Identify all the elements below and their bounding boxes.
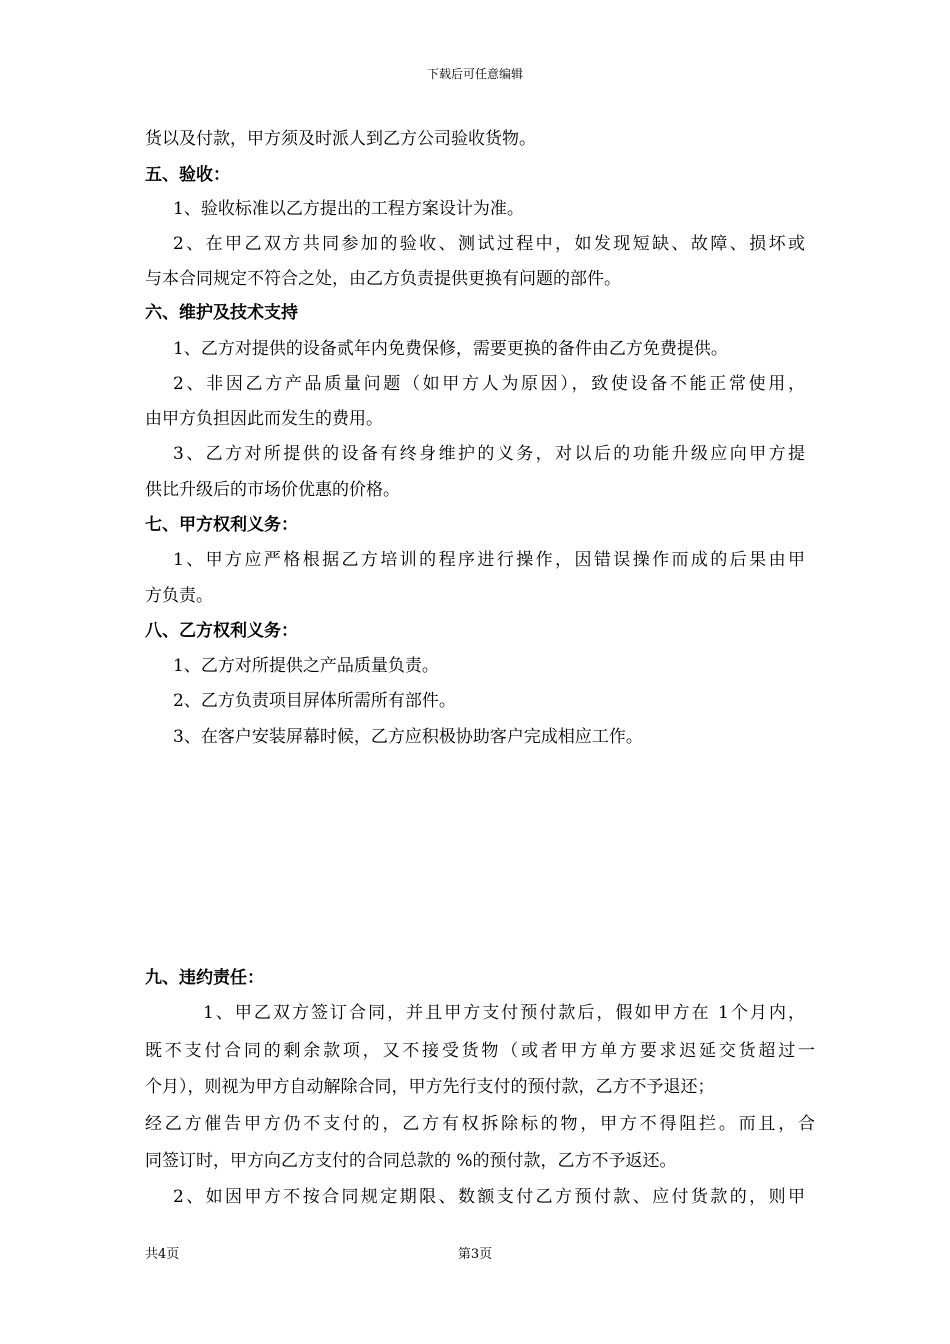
body-line: 1、甲方应严格根据乙方培训的程序进行操作，因错误操作而成的后果由甲 <box>173 550 805 570</box>
body-line: 经乙方催告甲方仍不支付的，乙方有权拆除标的物，甲方不得阻拦。而且，合 <box>145 1114 815 1134</box>
body-line: 既不支付合同的剩余款项，又不接受货物（或者甲方单方要求迟延交货超过一 <box>145 1041 815 1061</box>
body-line: 1、验收标准以乙方提出的工程方案设计为准。 <box>173 199 524 219</box>
section-heading-party-b-rights: 八、乙方权利义务： <box>145 621 298 641</box>
body-line: 3、乙方对所提供的设备有终身维护的义务，对以后的功能升级应向甲方提 <box>173 444 805 464</box>
body-line: 方负责。 <box>145 586 213 606</box>
body-line: 2、非因乙方产品质量问题（如甲方人为原因），致使设备不能正常使用， <box>173 374 805 394</box>
body-line: 2、在甲乙双方共同参加的验收、测试过程中，如发现短缺、故障、损坏或 <box>173 234 805 254</box>
body-line: 2、如因甲方不按合同规定期限、数额支付乙方预付款、应付货款的，则甲 <box>173 1187 805 1207</box>
footer-total-pages: 共4页 <box>145 1247 180 1262</box>
section-heading-maintenance: 六、维护及技术支持 <box>145 303 298 323</box>
body-line: 1、甲乙双方签订合同，并且甲方支付预付款后，假如甲方在 1个月内， <box>203 1003 805 1023</box>
body-line: 与本合同规定不符合之处，由乙方负责提供更换有问题的部件。 <box>145 269 621 289</box>
body-line: 1、乙方对所提供之产品质量负责。 <box>173 656 439 676</box>
section-heading-acceptance: 五、验收： <box>145 165 230 185</box>
body-line: 供比升级后的市场价优惠的价格。 <box>145 480 400 500</box>
body-line: 3、在客户安装屏幕时候，乙方应积极协助客户完成相应工作。 <box>173 727 643 747</box>
body-line: 个月），则视为甲方自动解除合同，甲方先行支付的预付款，乙方不予退还； <box>145 1077 715 1097</box>
body-line: 由甲方负担因此而发生的费用。 <box>145 409 383 429</box>
footer-page-number: 第3页 <box>457 1247 493 1262</box>
body-line: 货以及付款，甲方须及时派人到乙方公司验收货物。 <box>145 129 536 149</box>
section-heading-liability: 九、违约责任： <box>145 968 264 988</box>
body-line: 2、乙方负责项目屏体所需所有部件。 <box>173 691 456 711</box>
page-header: 下载后可任意编辑 <box>426 67 523 81</box>
body-line: 同签订时，甲方向乙方支付的合同总款的 %的预付款，乙方不予返还。 <box>145 1151 677 1171</box>
section-heading-party-a-rights: 七、甲方权利义务： <box>145 515 298 535</box>
body-line: 1、乙方对提供的设备贰年内免费保修，需要更换的备件由乙方免费提供。 <box>173 339 728 359</box>
